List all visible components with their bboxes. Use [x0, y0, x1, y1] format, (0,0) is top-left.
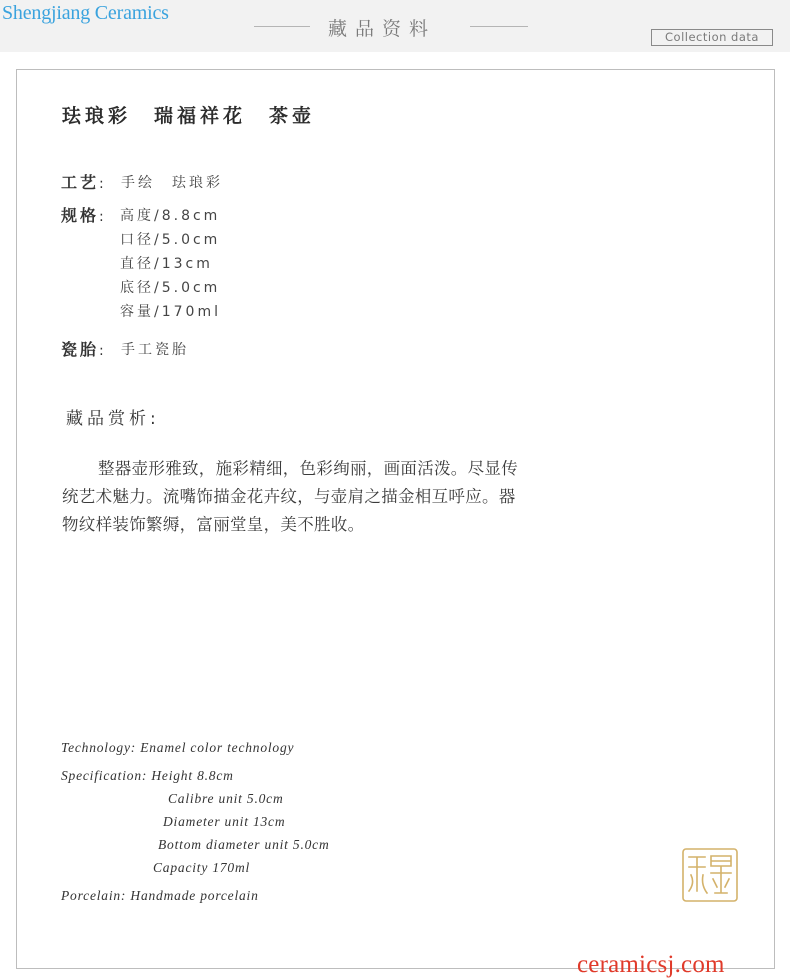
- header-divider-right: [470, 26, 528, 27]
- en-capacity: Capacity 170ml: [153, 860, 251, 875]
- body-row: [61, 337, 106, 360]
- en-diameter: Diameter unit 13cm: [163, 814, 286, 829]
- spec-label: 规格: [61, 206, 100, 225]
- seal-stamp-icon: [681, 847, 739, 903]
- header-bar: [0, 0, 790, 52]
- header-divider-left: [254, 26, 310, 27]
- body-value: 手工瓷胎: [121, 342, 189, 358]
- spec-colon: :: [99, 209, 106, 225]
- spec-height: 高度/8.8cm: [120, 208, 221, 224]
- technique-row: [61, 170, 106, 193]
- en-porcelain: Porcelain: Handmade porcelain: [61, 888, 259, 903]
- brand-name: Shengjiang Ceramics: [2, 2, 169, 24]
- site-watermark: ceramicsj.com: [577, 951, 725, 978]
- en-calibre: Calibre unit 5.0cm: [168, 791, 284, 806]
- spec-diameter: 直径/13cm: [120, 256, 213, 272]
- technique-value: 手绘 珐琅彩: [121, 175, 223, 191]
- spec-calibre: 口径/5.0cm: [120, 232, 221, 248]
- body-colon: :: [99, 343, 106, 359]
- spec-capacity: 容量/170ml: [120, 304, 221, 320]
- section-header-title: 藏品资料: [328, 18, 437, 40]
- en-technology: Technology: Enamel color technology: [61, 740, 295, 755]
- product-title: 珐琅彩 瑞福祥花 茶壶: [62, 105, 316, 127]
- analysis-text: 整器壶形雅致，施彩精细，色彩绚丽，画面活泼。尽显传统艺术魅力。流嘴饰描金花卉纹，与壶肩之描金相互呼应。器物纹样装饰繁缛，富丽堂皇，美不胜收。: [62, 459, 518, 534]
- technique-colon: :: [99, 176, 106, 192]
- body-label: 瓷胎: [61, 340, 100, 359]
- collection-data-badge: Collection data: [651, 29, 773, 46]
- technique-label: 工艺: [61, 173, 100, 192]
- analysis-title: 藏品赏析:: [66, 409, 160, 429]
- spec-row: [61, 203, 106, 226]
- en-bottom-diameter: Bottom diameter unit 5.0cm: [158, 837, 330, 852]
- en-specification: Specification: Height 8.8cm: [61, 768, 234, 783]
- spec-bottom-diameter: 底径/5.0cm: [120, 280, 221, 296]
